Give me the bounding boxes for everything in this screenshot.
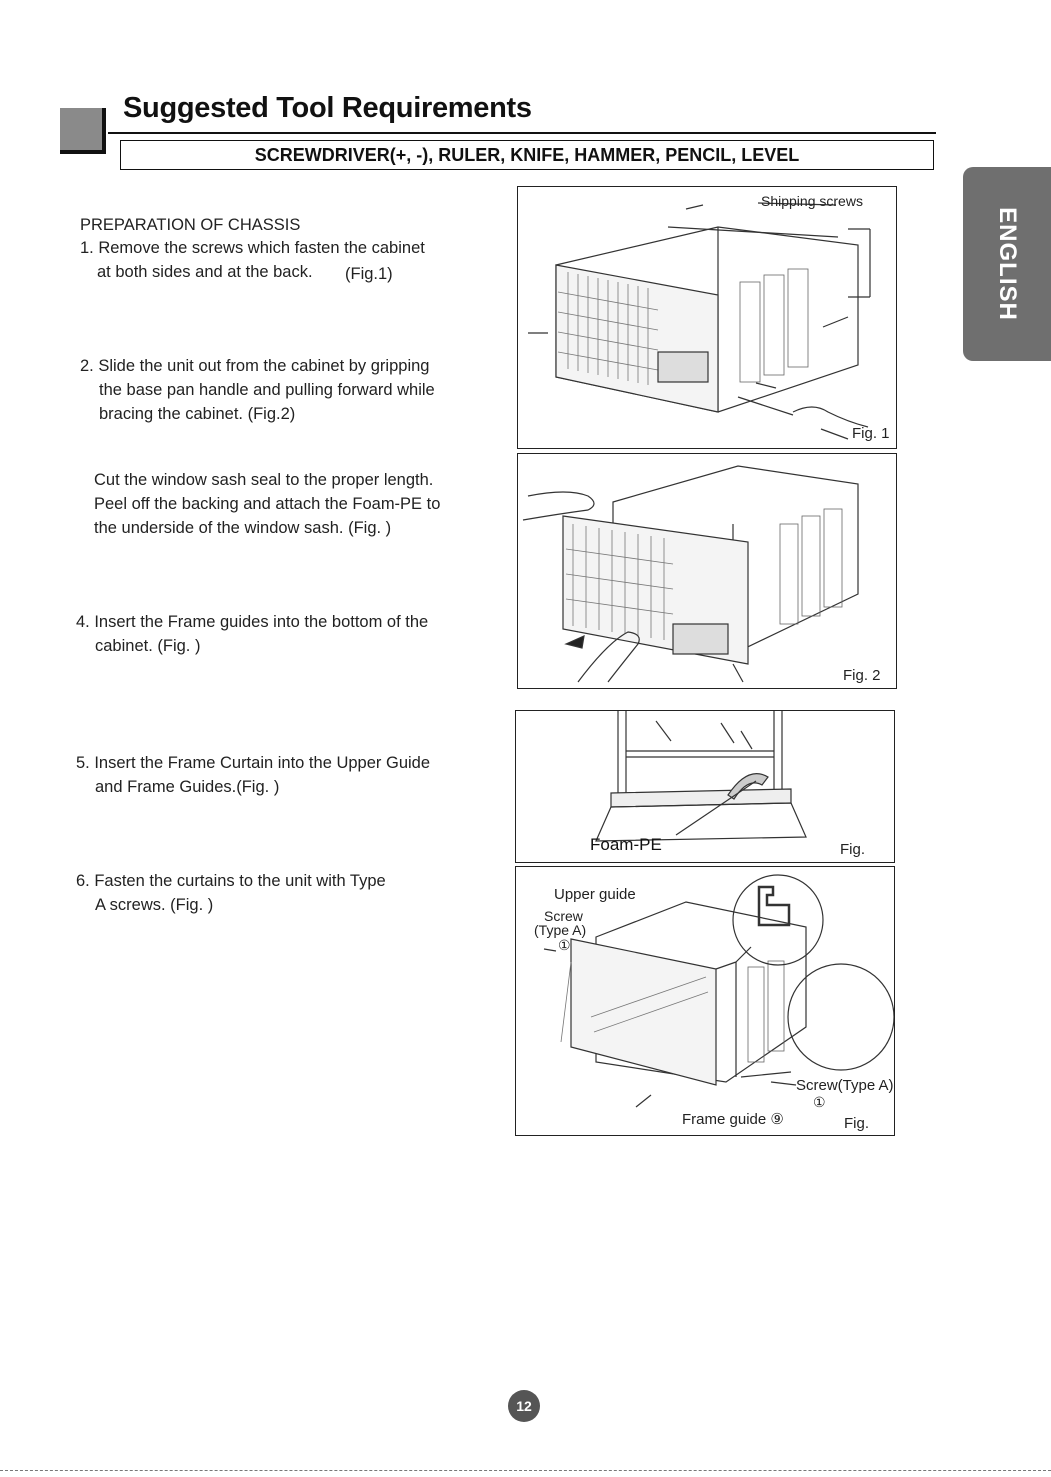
page-bottom-rule: [0, 1470, 1051, 1471]
fig4-callout-screw-left-type: (Type A): [534, 922, 587, 938]
fig3-illustration: [516, 711, 894, 862]
figure-1: [517, 186, 897, 449]
fig3-label: Fig.: [840, 841, 866, 858]
fig2-illustration: [518, 454, 896, 688]
fig1-label: Fig. 1: [852, 425, 890, 442]
page-title: Suggested Tool Requirements: [123, 92, 532, 124]
page-number-badge: 12: [508, 1390, 540, 1422]
title-underline: [108, 132, 936, 134]
step4-line1: 4. Insert the Frame guides into the bottom of the: [76, 613, 429, 631]
prep-heading: PREPARATION OF CHASSIS: [80, 216, 301, 234]
step1-fig-ref: (Fig.1): [345, 265, 393, 283]
fig2-label: Fig. 2: [843, 667, 881, 684]
fig4-callout-screw-right: Screw(Type A): [796, 1077, 894, 1094]
step1-line1: 1. Remove the screws which fasten the cabinet: [80, 239, 425, 257]
fig4-screw-left-number: ①: [558, 937, 571, 953]
fig4-callout-screw-left: Screw: [544, 908, 583, 924]
step6-line2: A screws. (Fig. ): [95, 896, 214, 914]
language-tab-label: ENGLISH: [994, 207, 1021, 321]
fig3-callout-foam-pe: Foam-PE: [590, 835, 662, 854]
step2-line1: 2. Slide the unit out from the cabinet by gripping: [80, 357, 430, 375]
figure-2: [517, 453, 897, 689]
fig4-screw-right-number: ①: [813, 1094, 826, 1110]
fig4-label: Fig.: [844, 1115, 870, 1132]
step5-line2: and Frame Guides.(Fig. ): [95, 778, 280, 796]
step3-line3: the underside of the window sash. (Fig. ): [94, 519, 392, 537]
section-marker-block: [60, 108, 106, 154]
step2-line3: bracing the cabinet. (Fig.2): [99, 405, 296, 423]
language-tab: [963, 167, 1051, 361]
tool-list-box: SCREWDRIVER(+, -), RULER, KNIFE, HAMMER, PENCIL, LEVEL: [120, 140, 934, 170]
fig1-callout-shipping-screws: Shipping screws: [761, 193, 863, 209]
step5-line1: 5. Insert the Frame Curtain into the Upper Guide: [76, 754, 431, 772]
step4-line2: cabinet. (Fig. ): [95, 637, 201, 655]
fig4-callout-upper-guide: Upper guide: [554, 886, 636, 903]
step6-line1: 6. Fasten the curtains to the unit with Type: [76, 872, 386, 890]
step3-line2: Peel off the backing and attach the Foam-PE to: [94, 495, 441, 513]
fig4-callout-frame-guide: Frame guide ⑨: [682, 1111, 784, 1128]
figure-4: [515, 866, 895, 1136]
step3-line1: Cut the window sash seal to the proper length.: [94, 471, 434, 489]
fig1-illustration: [518, 187, 896, 448]
step2-line2: the base pan handle and pulling forward while: [99, 381, 435, 399]
step1-line2: at both sides and at the back.: [97, 263, 313, 281]
figure-3: [515, 710, 895, 863]
